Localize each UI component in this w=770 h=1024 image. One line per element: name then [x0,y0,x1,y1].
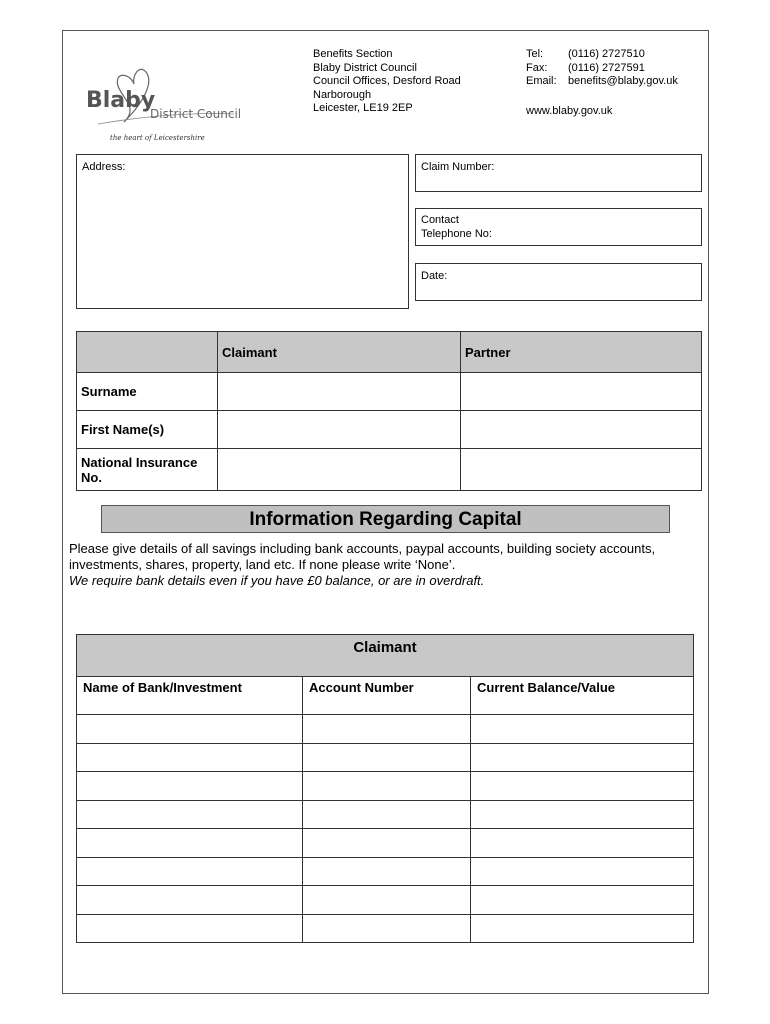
balance-cell[interactable] [471,857,694,886]
surname-label: Surname [77,373,218,411]
contact-phone-label [421,213,492,241]
table-row [77,857,694,886]
date-label: Date: [421,270,448,282]
table-row [77,829,694,858]
bank-name-cell[interactable] [77,857,303,886]
partner-surname-cell[interactable] [461,373,702,411]
names-table [76,331,702,491]
address-line: Council Offices, Desford Road [313,75,461,87]
capital-table-title: Claimant [77,635,694,677]
intro-text: Please give details of all savings including bank accounts, paypal accounts, building society accounts, investments, shares, property, land etc. If none please write ‘None’. [69,541,656,572]
account-number-cell[interactable] [303,886,471,915]
bank-name-cell[interactable] [77,914,303,943]
first-names-label: First Name(s) [77,411,218,449]
account-number-header: Account Number [303,677,471,715]
account-number-cell[interactable] [303,743,471,772]
table-row [77,373,702,411]
claim-number-field[interactable] [415,154,702,192]
table-row [77,411,702,449]
address-line: Narborough [313,88,372,101]
account-number-cell[interactable] [303,829,471,858]
fax-label: Fax: [526,61,548,74]
address-label: Address: [82,161,126,173]
balance-cell[interactable] [471,829,694,858]
names-header-blank [77,332,218,373]
balance-header: Current Balance/Value [471,677,694,715]
claim-number-label: Claim Number: [421,161,495,173]
section-intro [69,541,689,589]
table-row [77,743,694,772]
bank-name-header: Name of Bank/Investment [77,677,303,715]
table-row [77,449,702,491]
contact-phone-label-line1: Contact [421,214,459,226]
partner-first-names-cell[interactable] [461,411,702,449]
table-row [77,914,694,943]
claimant-first-names-cell[interactable] [218,411,461,449]
account-number-cell[interactable] [303,914,471,943]
website-link[interactable]: www.blaby.gov.uk [526,105,613,117]
email-label: Email: [526,75,557,87]
balance-cell[interactable] [471,886,694,915]
balance-cell[interactable] [471,800,694,829]
claimant-surname-cell[interactable] [218,373,461,411]
address-line: Blaby District Council [313,61,417,74]
council-address [313,48,461,116]
table-row [77,715,694,744]
account-number-cell[interactable] [303,772,471,801]
bank-name-cell[interactable] [77,886,303,915]
ni-number-label: National Insurance No. [77,449,218,491]
fax-value: (0116) 2727591 [568,61,645,74]
balance-cell[interactable] [471,772,694,801]
claimant-ni-cell[interactable] [218,449,461,491]
tel-label: Tel: [526,48,544,60]
logo-tagline: the heart of Leicestershire [110,134,205,142]
contact-phone-label-line2: Telephone No: [421,228,492,240]
table-row [77,800,694,829]
partner-header: Partner [461,332,702,373]
logo-name: Blaby [86,88,156,113]
bank-name-cell[interactable] [77,715,303,744]
date-field[interactable] [415,263,702,301]
balance-cell[interactable] [471,743,694,772]
address-field[interactable] [76,154,409,309]
intro-italic-text: We require bank details even if you have £0 balance, or are in overdraft. [69,573,485,588]
balance-cell[interactable] [471,914,694,943]
balance-cell[interactable] [471,715,694,744]
address-line: Benefits Section [313,48,393,60]
bank-name-cell[interactable] [77,829,303,858]
bank-name-cell[interactable] [77,800,303,829]
contact-phone-field[interactable] [415,208,702,246]
account-number-cell[interactable] [303,800,471,829]
contact-values [568,48,678,89]
email-link[interactable]: benefits@blaby.gov.uk [568,75,678,87]
logo-subtitle: District Council [150,107,242,121]
section-title: Information Regarding Capital [101,505,670,533]
bank-name-cell[interactable] [77,743,303,772]
tel-value: (0116) 2727510 [568,48,645,60]
account-number-cell[interactable] [303,715,471,744]
capital-table [76,634,694,943]
claimant-header: Claimant [218,332,461,373]
contact-labels [526,48,557,89]
address-line: Leicester, LE19 2EP [313,102,413,114]
table-row [77,886,694,915]
account-number-cell[interactable] [303,857,471,886]
table-row [77,772,694,801]
partner-ni-cell[interactable] [461,449,702,491]
bank-name-cell[interactable] [77,772,303,801]
